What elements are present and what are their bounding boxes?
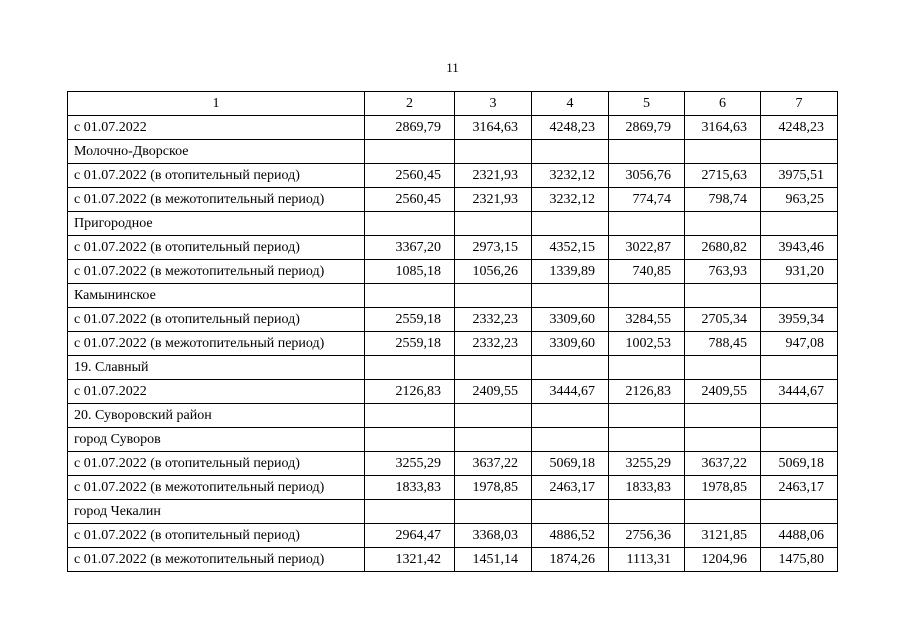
table-cell: 740,85 — [609, 260, 685, 284]
table-cell — [609, 212, 685, 236]
table-cell — [685, 356, 761, 380]
table-cell — [609, 284, 685, 308]
table-cell: 3284,55 — [609, 308, 685, 332]
table-row — [68, 500, 838, 524]
table-cell — [455, 404, 532, 428]
table-cell: 798,74 — [685, 188, 761, 212]
table-cell — [685, 428, 761, 452]
table-cell: 4248,23 — [761, 116, 838, 140]
table-cell: 4352,15 — [532, 236, 609, 260]
column-header: 7 — [761, 92, 838, 116]
table-cell — [365, 140, 455, 164]
table-row — [68, 476, 838, 500]
table-cell: 2715,63 — [685, 164, 761, 188]
table-row — [68, 188, 838, 212]
table-cell: 2705,34 — [685, 308, 761, 332]
table-cell: 3164,63 — [455, 116, 532, 140]
table-cell: 963,25 — [761, 188, 838, 212]
table-cell — [532, 404, 609, 428]
row-label: 19. Славный — [68, 356, 365, 380]
page-number: 11 — [446, 60, 459, 75]
table-cell — [532, 284, 609, 308]
row-label: с 01.07.2022 (в межотопительный период) — [68, 476, 365, 500]
table-row — [68, 212, 838, 236]
table-cell: 788,45 — [685, 332, 761, 356]
table-cell: 2321,93 — [455, 188, 532, 212]
table-cell: 2680,82 — [685, 236, 761, 260]
table-cell — [455, 140, 532, 164]
table-cell: 2463,17 — [532, 476, 609, 500]
table-cell — [455, 428, 532, 452]
table-row — [68, 380, 838, 404]
table-cell — [609, 428, 685, 452]
row-label: с 01.07.2022 (в межотопительный период) — [68, 188, 365, 212]
table-cell: 931,20 — [761, 260, 838, 284]
table-cell: 2560,45 — [365, 164, 455, 188]
table-row — [68, 140, 838, 164]
table-cell — [761, 212, 838, 236]
table-cell — [761, 500, 838, 524]
table-cell: 1321,42 — [365, 548, 455, 572]
table-cell: 3368,03 — [455, 524, 532, 548]
table-cell: 4488,06 — [761, 524, 838, 548]
table-cell: 1339,89 — [532, 260, 609, 284]
table-row — [68, 164, 838, 188]
table-cell — [685, 500, 761, 524]
table-cell — [609, 356, 685, 380]
column-header: 5 — [609, 92, 685, 116]
table-cell: 763,93 — [685, 260, 761, 284]
table-cell — [365, 404, 455, 428]
table-cell: 3232,12 — [532, 164, 609, 188]
table-cell: 3022,87 — [609, 236, 685, 260]
table-row — [68, 404, 838, 428]
table-cell: 1978,85 — [685, 476, 761, 500]
table-row — [68, 356, 838, 380]
table-cell — [365, 500, 455, 524]
row-label: с 01.07.2022 (в межотопительный период) — [68, 548, 365, 572]
table-cell — [761, 428, 838, 452]
table-cell: 1833,83 — [365, 476, 455, 500]
column-header: 3 — [455, 92, 532, 116]
table-cell: 2409,55 — [685, 380, 761, 404]
table-cell: 4248,23 — [532, 116, 609, 140]
table-cell: 1874,26 — [532, 548, 609, 572]
table-cell: 1978,85 — [455, 476, 532, 500]
row-label: Молочно-Дворское — [68, 140, 365, 164]
table-cell: 3232,12 — [532, 188, 609, 212]
table-cell: 3255,29 — [609, 452, 685, 476]
table-cell — [685, 284, 761, 308]
table-body — [68, 116, 838, 572]
table-cell: 2869,79 — [609, 116, 685, 140]
table-cell — [365, 284, 455, 308]
row-label: с 01.07.2022 — [68, 116, 365, 140]
table-cell: 4886,52 — [532, 524, 609, 548]
table-cell: 3367,20 — [365, 236, 455, 260]
table-cell: 1056,26 — [455, 260, 532, 284]
column-header: 2 — [365, 92, 455, 116]
table-row — [68, 428, 838, 452]
table-cell — [532, 500, 609, 524]
table-cell: 1002,53 — [609, 332, 685, 356]
table-cell: 3056,76 — [609, 164, 685, 188]
table-cell: 3309,60 — [532, 332, 609, 356]
table-cell: 2332,23 — [455, 308, 532, 332]
table-row — [68, 260, 838, 284]
row-label: с 01.07.2022 — [68, 380, 365, 404]
table-cell — [532, 212, 609, 236]
table-cell: 2463,17 — [761, 476, 838, 500]
table-cell: 2321,93 — [455, 164, 532, 188]
table-cell: 1475,80 — [761, 548, 838, 572]
row-label: с 01.07.2022 (в межотопительный период) — [68, 332, 365, 356]
table-cell: 2964,47 — [365, 524, 455, 548]
row-label: с 01.07.2022 (в отопительный период) — [68, 236, 365, 260]
table-cell: 2973,15 — [455, 236, 532, 260]
table-cell — [609, 500, 685, 524]
table-cell: 3444,67 — [532, 380, 609, 404]
table-row — [68, 116, 838, 140]
column-header: 4 — [532, 92, 609, 116]
table-cell: 2560,45 — [365, 188, 455, 212]
table-cell: 3959,34 — [761, 308, 838, 332]
row-label: город Чекалин — [68, 500, 365, 524]
header-row — [68, 92, 838, 116]
table-cell: 2332,23 — [455, 332, 532, 356]
table-cell: 1833,83 — [609, 476, 685, 500]
table-cell — [761, 140, 838, 164]
table-cell — [685, 212, 761, 236]
row-label: с 01.07.2022 (в отопительный период) — [68, 452, 365, 476]
table-cell: 774,74 — [609, 188, 685, 212]
table-cell: 3637,22 — [685, 452, 761, 476]
table-cell: 1451,14 — [455, 548, 532, 572]
table-row — [68, 236, 838, 260]
table-cell: 2126,83 — [365, 380, 455, 404]
table-row — [68, 548, 838, 572]
table-cell: 5069,18 — [761, 452, 838, 476]
table-cell: 2756,36 — [609, 524, 685, 548]
table-cell — [455, 212, 532, 236]
table-cell: 3309,60 — [532, 308, 609, 332]
row-label: с 01.07.2022 (в межотопительный период) — [68, 260, 365, 284]
table-cell: 947,08 — [761, 332, 838, 356]
table-cell: 5069,18 — [532, 452, 609, 476]
row-label: с 01.07.2022 (в отопительный период) — [68, 308, 365, 332]
table-cell — [761, 356, 838, 380]
table-header — [68, 92, 838, 116]
row-label: с 01.07.2022 (в отопительный период) — [68, 524, 365, 548]
table-cell — [685, 140, 761, 164]
table-cell: 2126,83 — [609, 380, 685, 404]
column-header: 6 — [685, 92, 761, 116]
table-cell: 2869,79 — [365, 116, 455, 140]
table-cell: 1085,18 — [365, 260, 455, 284]
table-cell: 2409,55 — [455, 380, 532, 404]
table-cell — [532, 356, 609, 380]
table-cell: 3255,29 — [365, 452, 455, 476]
table-cell — [685, 404, 761, 428]
table-cell — [532, 428, 609, 452]
row-label: Пригородное — [68, 212, 365, 236]
table-cell: 3444,67 — [761, 380, 838, 404]
table-cell — [365, 356, 455, 380]
table-row — [68, 284, 838, 308]
column-header: 1 — [68, 92, 365, 116]
table-row — [68, 332, 838, 356]
table-cell: 1113,31 — [609, 548, 685, 572]
row-label: город Суворов — [68, 428, 365, 452]
row-label: с 01.07.2022 (в отопительный период) — [68, 164, 365, 188]
table-cell — [761, 284, 838, 308]
table-cell: 1204,96 — [685, 548, 761, 572]
row-label: Камынинское — [68, 284, 365, 308]
table-cell: 2559,18 — [365, 332, 455, 356]
table-row — [68, 308, 838, 332]
table-cell — [455, 284, 532, 308]
table-row — [68, 452, 838, 476]
table-cell: 2559,18 — [365, 308, 455, 332]
table-cell — [455, 500, 532, 524]
row-label: 20. Суворовский район — [68, 404, 365, 428]
table-cell: 3121,85 — [685, 524, 761, 548]
table-cell: 3943,46 — [761, 236, 838, 260]
table-cell — [609, 404, 685, 428]
table-cell — [365, 212, 455, 236]
tariff-table — [67, 91, 838, 572]
table-cell: 3637,22 — [455, 452, 532, 476]
table-cell — [532, 140, 609, 164]
table-cell — [761, 404, 838, 428]
table-cell: 3975,51 — [761, 164, 838, 188]
table-cell: 3164,63 — [685, 116, 761, 140]
table-cell — [365, 428, 455, 452]
table-row — [68, 524, 838, 548]
table-cell — [455, 356, 532, 380]
table-cell — [609, 140, 685, 164]
